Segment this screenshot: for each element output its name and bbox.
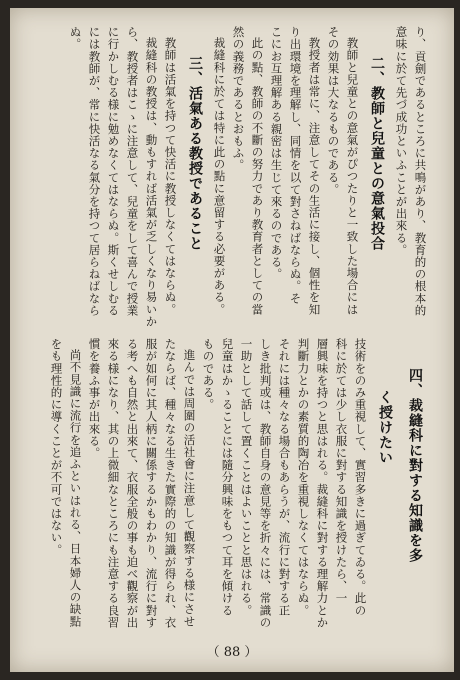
text-line: しき批判或は、教師自身の意見等を折々には、常識の <box>258 338 273 629</box>
section-heading-2: 二、教師と兒童との意氣投合 <box>369 56 385 251</box>
text-line: こにお互理解ある親密は生じて來るのである。 <box>269 26 284 281</box>
text-line: ものである。 <box>201 338 216 411</box>
section-heading-4-cont: く授けたい <box>377 390 393 465</box>
text-line: 教師と兒童との意氣がぴつたりと一致した場合には <box>345 37 360 316</box>
upper-half <box>54 26 430 328</box>
text-line: には教師が、常に快活なる氣分を持つて居らねばなら <box>87 26 102 317</box>
text-line: 慣を養ふ事が出來る。 <box>87 338 102 459</box>
section-heading-4: 四、裁縫科に對する知識を多 <box>407 368 423 563</box>
text-line: 服が如何に其人柄に關係するかもわかり、流行に對す <box>144 338 159 629</box>
lower-half <box>49 338 430 629</box>
text-line: 教師は活氣を持つて快活に教授しなくてはならぬ。 <box>163 37 178 316</box>
text-line: 進んでは周圍の活社會に注意して觀察する様にさせ <box>182 349 197 628</box>
text-line: たならば、種々なる生きた實際的の知識が得られ、衣 <box>163 338 178 629</box>
page-number: （ 88 ） <box>206 645 258 660</box>
text-line: 然の義務であるとおもふ。 <box>231 26 246 172</box>
text-line: る考へも自然と出來て、衣服全般の事も迫べ觀察が出 <box>125 338 140 629</box>
section-heading-3: 三、活氣ある教授であること <box>187 56 203 251</box>
book-page <box>10 8 454 672</box>
text-line: り、貢劍であるところに共鳴があり、教育的の根本的 <box>413 26 428 317</box>
text-line: 裁縫科の教授は、動もすれば活氣が乏しくなり易いか <box>144 37 159 328</box>
text-line: 尚不見識に流行を追ふといはれる、日本婦人の缺點 <box>68 349 83 628</box>
text-line: 兒童はかゝることには隨分興味をもつて耳を傾ける <box>220 338 235 617</box>
text-line: 科に於ては少し衣服に對する知識を授けたら、一 <box>334 338 349 605</box>
text-line: をも理性的に導くことが不可ではない。 <box>49 338 64 556</box>
text-line: それには種々なる場合もあらうが、流行に對する正 <box>277 338 292 617</box>
text-line: り出環境を理解し、同情を以て對さねばならぬ。そ <box>288 26 303 305</box>
text-line: 意味に於て先づ成功といふことが出來る。 <box>394 26 409 256</box>
text-line: ら、教授者はこゝに注意して、兒童をして喜んで授業 <box>125 26 140 317</box>
text-line: 教授者は常に、注意してその生活に接し、個性を知 <box>307 37 322 316</box>
text-line: 來る様になり、其の上微細なところにも注意する良習 <box>106 338 121 629</box>
text-line: 一助として話して置くことはよいことと思はれる。 <box>239 338 254 617</box>
text-line: その効果は大なるものである。 <box>326 26 341 196</box>
text-line: 此の點、教師の不斷の努力であり教育者としての當 <box>250 37 265 316</box>
text-line: に行かしむる様に勉めなくてはならぬ。斯くせしむる <box>106 26 121 317</box>
text-line: 判斷力とかの素質的陶冶を重視しなくてはならぬ。 <box>296 338 311 617</box>
text-line: 技術をのみ重視して、實習多きに過ぎてゐる。此の <box>353 338 368 617</box>
text-line: ぬ。 <box>68 26 83 51</box>
text-line: 層興味を持つと思はれる。裁縫科に對する理解力とか <box>315 338 330 629</box>
text-line: 裁縫科に於ては特に此の點に意留する必要がある。 <box>212 37 227 316</box>
